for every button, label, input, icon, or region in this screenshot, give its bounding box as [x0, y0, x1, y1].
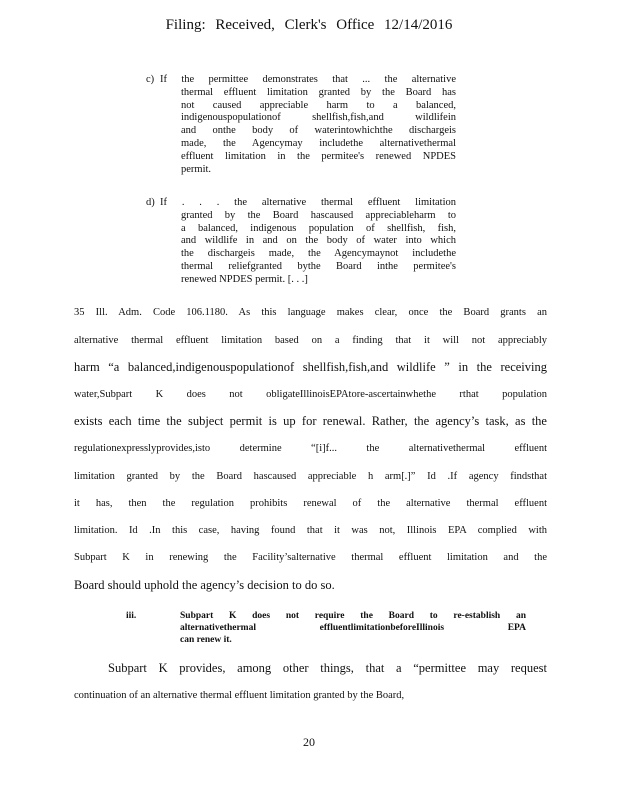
body-line: regulationexpresslyprovides,isto determine “[i]f... the alternativethermal effluent [74, 443, 547, 454]
section-heading-line: alternativethermal effluentlimitationbeforeIllinois EPA [180, 623, 526, 633]
body-line: limitation. Id .In this case, having found that it was not, Illinois EPA complied with [74, 525, 547, 536]
body-line: it has, then the regulation prohibits renewal of the alternative thermal effluent [74, 498, 547, 509]
quote-c-line: If the permittee demonstrates that ... the alternative [160, 74, 456, 85]
body-line: Subpart K provides, among other things, that a “permittee may request [108, 661, 547, 675]
body-line: continuation of an alternative thermal effluent limitation granted by the Board, [74, 690, 405, 701]
quote-c-label: c) [146, 74, 155, 85]
section-heading [126, 610, 526, 646]
body-line: limitation granted by the Board hascaused appreciable h arm[.]” Id .If agency findsthat [74, 471, 547, 482]
quote-d-line: and wildlife in and on the body of water into which [181, 235, 456, 247]
body-line: 35 Ill. Adm. Code 106.1180. As this language makes clear, once the Board grants an [74, 307, 547, 318]
quote-d-line: a balanced, indigenous population of shellfish, fish, [181, 222, 456, 234]
body-line: Board should uphold the agency’s decision to do so. [74, 578, 335, 592]
body-line: Subpart K in renewing the Facility’salternative thermal effluent limitation and the [74, 552, 547, 563]
quote-c-line: indigenouspopulationof shellfish,fish,and wildlifein [181, 112, 456, 124]
quote-d-line: renewed NPDES permit. [. . .] [181, 273, 308, 285]
quote-c-line: permit. [181, 163, 212, 175]
block-quote-d [146, 197, 456, 287]
filing-header: Filing: Received, Clerk's Office 12/14/2016 [165, 17, 453, 33]
body-line: alternative thermal effluent limitation based on a finding that it will not appreciably [74, 335, 547, 346]
quote-d-line: thermal reliefgranted bythe Board inthe permitee's [181, 260, 456, 272]
body-line: harm “a balanced,indigenouspopulationof shellfish,fish,and wildlife ” in the receiving [74, 360, 547, 374]
quote-d-label: d) [146, 197, 155, 208]
block-quote-c [146, 74, 456, 176]
quote-d-line: granted by the Board hascaused appreciableharm to [181, 209, 456, 221]
section-heading-line: Subpart K does not require the Board to re-establish an [180, 611, 526, 621]
quote-d-line: the dischargeis made, the Agencymaynot includethe [181, 248, 456, 260]
quote-c-line: thermal effluent limitation granted by the Board has [181, 86, 456, 98]
section-number: iii. [126, 611, 137, 621]
quote-c-line: and onthe body of waterintowhichthe dischargeis [181, 125, 456, 137]
body-line: exists each time the subject permit is up for renewal. Rather, the agency’s task, as the [74, 414, 547, 428]
page-number: 20 [303, 735, 315, 749]
body-line: water,Subpart K does not obligateIllinoisEPAtore-ascertainwhethe rthat population [74, 389, 547, 400]
quote-c-line: effluent limitation in the permitee's renewed NPDES [181, 150, 456, 162]
quote-c-line: not caused appreciable harm to a balanced, [181, 99, 456, 111]
section-heading-line: can renew it. [180, 635, 232, 645]
quote-d-line: If . . . the alternative thermal effluent limitation [160, 197, 456, 208]
quote-c-line: made, the Agencymay includethe alternativethermal [181, 137, 456, 149]
